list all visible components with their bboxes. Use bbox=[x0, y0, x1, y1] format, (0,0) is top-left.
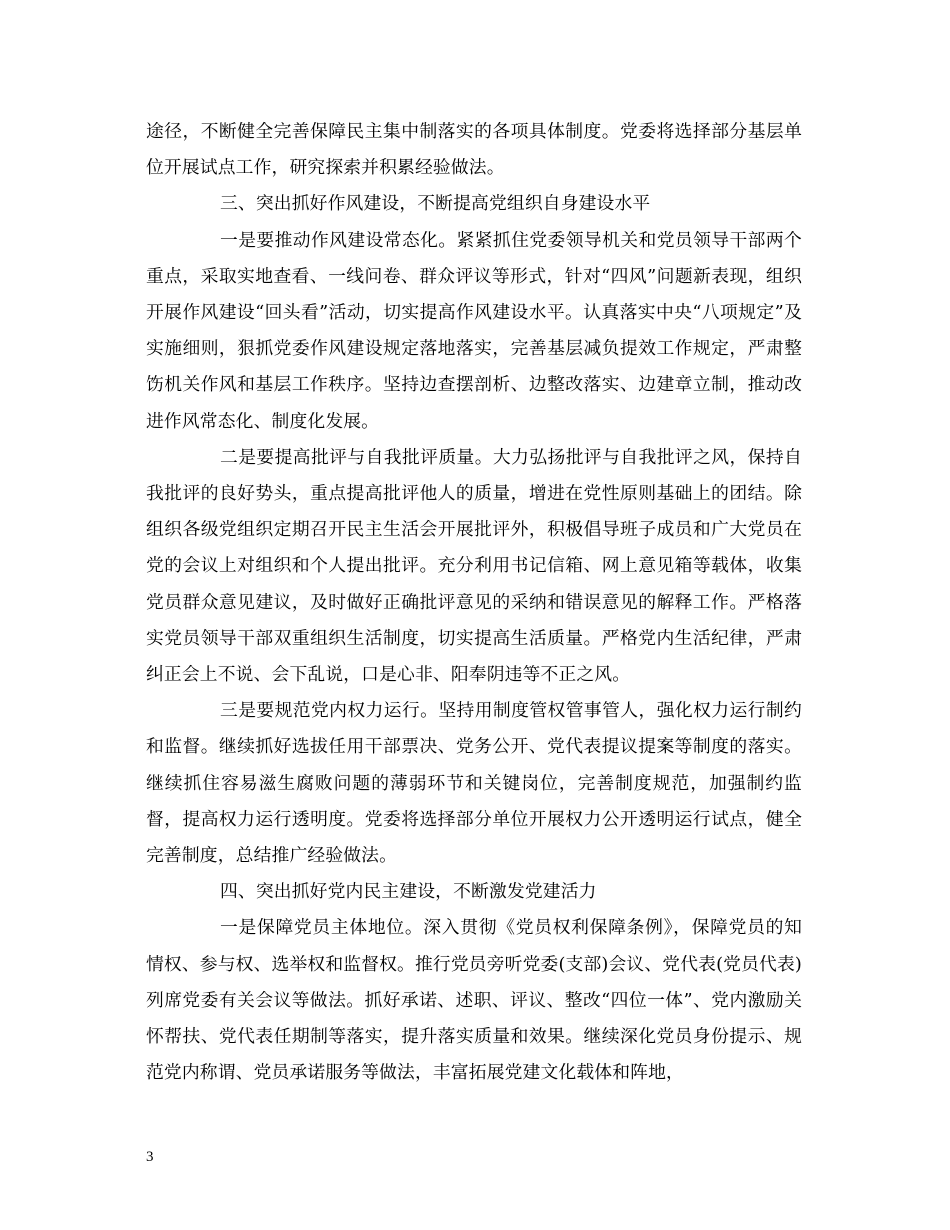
section-heading-four: 四、突出抓好党内民主建设，不断激发党建活力 bbox=[220, 881, 597, 903]
page-number: 3 bbox=[146, 1149, 154, 1165]
paragraph-power-regulation: 三是要规范党内权力运行。坚持用制度管权管事管人，强化权力运行制约和监督。继续抓好选拔任用干部票决、党务公开、党代表提议提案等制度的落实。继续抓住容易滋生腐败问题的薄弱环节和关键岗位，完善制度规范，加强制约监督，提高权力运行透明度。党委将选择部分单位开展权力公开透明运行试点，健全完善制度，总结推广经验做法。 bbox=[146, 700, 802, 867]
paragraph-continuation: 途径，不断健全完善保障民主集中制落实的各项具体制度。党委将选择部分基层单位开展试点工作，研究探索并积累经验做法。 bbox=[146, 121, 802, 179]
document-body bbox=[146, 114, 802, 1091]
paragraph-work-style: 一是要推动作风建设常态化。紧紧抓住党委领导机关和党员领导干部两个重点，采取实地查看、一线问卷、群众评议等形式，针对“四风”问题新表现，组织开展作风建设“回头看”活动，切实提高作风建设水平。认真落实中央“八项规定”及实施细则，狠抓党委作风建设规定落地落实，完善基层减负提效工作规定，严肃整饬机关作风和基层工作秩序。坚持边查摆剖析、边整改落实、边建章立制，推动改进作风常态化、制度化发展。 bbox=[146, 229, 802, 432]
paragraph-criticism: 二是要提高批评与自我批评质量。大力弘扬批评与自我批评之风，保持自我批评的良好势头，重点提高批评他人的质量，增进在党性原则基础上的团结。除组织各级党组织定期召开民主生活会开展批评外，积极倡导班子成员和广大党员在党的会议上对组织和个人提出批评。充分利用书记信箱、网上意见箱等载体，收集党员群众意见建议，及时做好正确批评意见的采纳和错误意见的解释工作。严格落实党员领导干部双重组织生活制度，切实提高生活质量。严格党内生活纪律，严肃纠正会上不说、会下乱说，口是心非、阳奉阴违等不正之风。 bbox=[146, 446, 802, 686]
paragraph-member-status: 一是保障党员主体地位。深入贯彻《党员权利保障条例》，保障党员的知情权、参与权、选举权和监督权。推行党员旁听党委(支部)会议、党代表(党员代表)列席党委有关会议等做法。抓好承诺、述职、评议、整改“四位一体”、党内激励关怀帮扶、党代表任期制等落实，提升落实质量和效果。继续深化党员身份提示、规范党内称谓、党员承诺服务等做法，丰富拓展党建文化载体和阵地， bbox=[146, 917, 802, 1084]
section-heading-three: 三、突出抓好作风建设，不断提高党组织自身建设水平 bbox=[220, 193, 651, 215]
